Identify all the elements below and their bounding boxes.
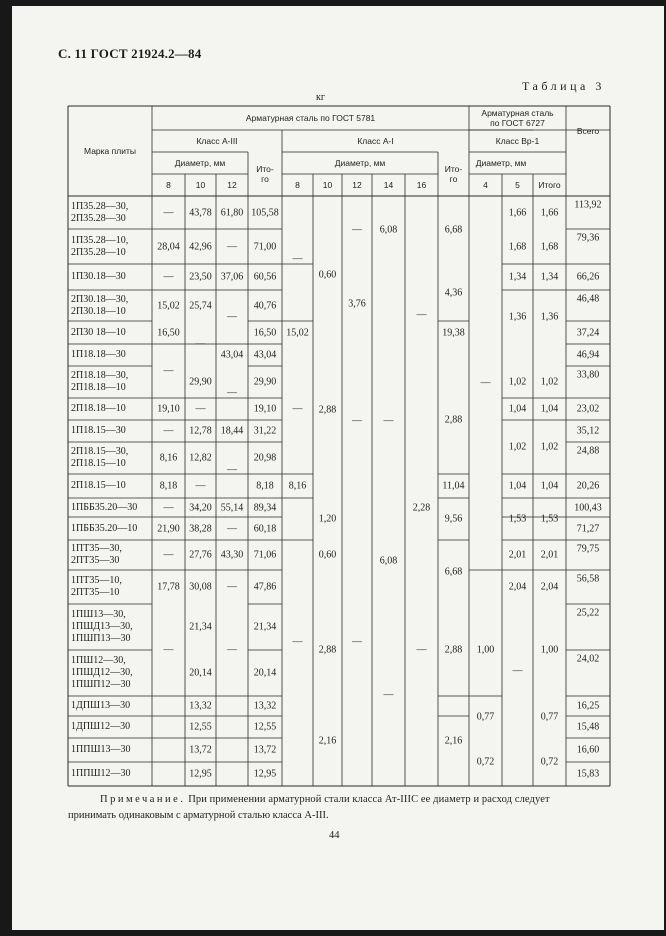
column-header-diameter-value: 8 [295,180,300,190]
column-header-subtotal-bp1: Итого [538,180,561,190]
column-header-diameter-value: 5 [515,180,520,190]
table-cell: 43,04 [220,349,244,361]
table-cell: 1,04 [508,403,527,415]
table-span-cell: 0,77 [540,711,559,723]
table-cell: 37,24 [576,327,600,338]
table-cell: 1,66 [540,207,559,218]
table-cell: 42,96 [189,241,212,252]
table-cell: 61,80 [220,207,244,218]
table-cell: 16,50 [253,327,277,338]
column-header-diameter-value: 16 [416,180,427,190]
table-cell: 37,06 [220,271,244,283]
table-cell: 29,90 [253,376,277,388]
table-cell: 25,22 [576,607,600,619]
column-header-diameter-a1: Диаметр, мм [334,158,386,168]
table-row-mark: 1ДПШ12—30 [71,721,131,732]
table-cell: 16,60 [576,744,600,756]
table-span-cell: — [292,403,303,415]
table-span-cell: 1,20 [318,513,337,525]
table-cell: 13,72 [189,744,212,756]
table-row-mark: 2П18.18—30, 2П18.18—10 [71,370,129,393]
table-cell: 16,25 [576,700,600,712]
table-cell: 24,02 [576,653,600,665]
table-cell: — [163,271,174,283]
table-span-cell: 2,16 [318,735,337,747]
table-cell: 34,20 [189,502,212,513]
table-span-cell: 4,36 [444,287,463,298]
table-cell: — [195,480,206,492]
table-cell: 1,34 [508,271,527,283]
table-cell: 21,34 [189,621,212,633]
table-cell: 55,14 [220,502,244,513]
table-cell: 15,02 [157,300,180,311]
table-cell: 12,95 [189,768,212,780]
column-header-diameter-bp1: Диаметр, мм [475,158,527,168]
table-span-cell: 1,53 [540,513,559,525]
table-span-cell: 1,02 [540,441,559,453]
table-row-mark: 1ППШ12—30 [71,768,131,779]
table-cell: 21,34 [253,621,277,633]
table-row-mark: 2П18.18—10 [71,403,126,414]
table-cell: 66,26 [576,271,600,283]
table-span-cell: — [512,665,523,677]
table-cell: 12,82 [189,452,212,464]
table-span-cell: — [480,377,491,389]
table-cell: — [227,523,237,534]
table-span-cell: 3,76 [348,298,366,310]
table-span-cell: 2,88 [318,644,337,656]
column-header-diameter-a3: Диаметр, мм [174,158,226,168]
column-header-diameter-value: 8 [166,180,171,190]
table-span-cell: 6,08 [379,224,398,236]
table-cell: 60,56 [253,271,277,283]
table-row-mark: 1П35.28—10, 2П35.28—10 [71,234,129,258]
table-span-cell: — [383,415,394,427]
column-header-total: Всего [576,126,600,136]
table-span-cell: 0,72 [540,756,559,768]
table-cell: 60,18 [253,523,277,534]
table-span-cell: 6,68 [444,566,463,578]
note-lead: Примечание. [100,794,186,805]
table-span-cell: 1,53 [508,513,527,525]
table-cell: 20,98 [253,452,277,464]
table-span-cell: — [227,644,237,656]
table-span-cell: — [227,387,237,399]
table-span-cell: 1,02 [508,441,527,453]
column-header-mark: Марка плиты [84,146,136,156]
table-span-cell: — [227,464,237,476]
table-row-mark: 1ПББ35.20—10 [71,522,138,534]
table-cell: — [163,207,174,218]
table-row-mark: 1П30.18—30 [71,271,126,282]
table-cell: 27,76 [189,549,212,561]
table-cell: 24,88 [576,445,600,457]
table-row-mark: 1ПШ12—30, 1ПШД12—30, 1ПШП12—30 [71,655,133,690]
table-cell: 35,12 [576,425,600,437]
table-span-cell: — [416,644,427,656]
table-span-cell: 0,60 [318,549,337,561]
column-header-diameter-value: 12 [352,180,362,190]
table-cell: 71,27 [576,523,600,534]
table-cell: 31,22 [253,425,277,437]
table-cell: 1,04 [508,480,527,492]
column-header-class-a1: Класс А-I [357,136,394,146]
page-number: 44 [329,830,340,841]
table-cell: 38,28 [189,523,212,534]
table-cell: 20,26 [576,480,600,492]
table-cell: 71,06 [253,549,277,561]
table-span-cell: 2,88 [318,404,337,415]
column-header-subtotal-a3: Ито- го [256,164,274,184]
table-cell: 12,55 [253,721,277,733]
table-span-cell: 9,56 [444,513,463,525]
table-cell: 43,04 [253,349,277,361]
column-header-subtotal-a1: Ито- го [444,164,463,184]
table-row-mark: 1ПШ13—30, 1ПШД13—30, 1ПШП13—30 [71,609,133,644]
table-row-mark: 1П35.28—30, 2П35.28—30 [71,200,129,224]
table-span-cell: — [352,224,362,236]
table-span-cell: 2,28 [412,502,431,513]
table-span-cell: 0,72 [476,756,495,768]
table-span-cell: 1,36 [540,311,559,323]
table-cell: — [163,502,174,513]
table-cell: 1,34 [540,271,559,283]
table-cell: 13,32 [189,700,212,712]
table-span-cell: 0,77 [476,711,495,723]
table-cell: 15,48 [576,721,600,733]
table-cell: 21,90 [157,523,180,534]
table-cell: 71,00 [253,241,277,252]
table-row-mark: 1П18.15—30 [71,425,126,436]
table-cell: 29,90 [189,376,212,388]
table-span-cell: 2,16 [444,735,463,747]
table-cell: 20,14 [253,667,277,679]
note-line-1: При применении арматурной стали класса Ат-IIIС ее диаметр и расход следует [185,794,550,805]
table-span-cell: 1,00 [540,644,559,656]
table-cell: 1,04 [540,403,559,415]
table-cell: 33,80 [576,369,600,381]
table-cell: 12,95 [253,768,277,780]
table-row-mark: 2П18.15—10 [71,480,126,491]
table-row-mark: 2П30.18—30, 2П30.18—10 [71,293,129,317]
column-header-gost-6727: Арматурная сталь по ГОСТ 6727 [481,108,554,128]
table-cell: 13,72 [253,744,277,756]
table-span-cell: 1,36 [508,311,527,323]
table-row-mark: 1П18.18—30 [71,349,126,360]
table-cell: 23,50 [189,271,212,283]
table-cell: 40,76 [253,300,277,311]
table-cell: 15,83 [576,768,600,780]
table-cell: — [227,241,237,252]
table-cell: 43,30 [220,549,244,561]
table-cell: 2,01 [508,549,527,561]
table-row-mark: 2П30 18—10 [71,326,126,338]
table-cell: 43,78 [189,207,212,218]
table-cell: 28,04 [157,241,180,252]
table-cell: 19,10 [253,403,277,415]
table-span-cell: 6,08 [379,555,398,566]
column-header-gost-5781: Арматурная сталь по ГОСТ 5781 [245,113,376,123]
table-cell: 18,44 [220,425,244,437]
table-span-cell: — [227,311,237,323]
table-cell: 1,02 [540,376,559,388]
table-cell: 30,08 [189,581,212,593]
table-cell: 89,34 [253,502,277,513]
table-span-cell: — [292,636,303,648]
column-header-class-a3: Класс А-III [196,136,238,146]
table-cell: 2,04 [540,581,559,593]
table-cell: 8,18 [256,480,274,492]
table-cell: — [163,425,174,437]
table-cell: 1,66 [508,207,527,218]
table-label: Таблица 3 [522,79,605,93]
column-header-diameter-value: 4 [483,180,488,190]
table-note [100,794,550,805]
table-cell: 79,36 [576,232,600,244]
table-cell: 8,18 [159,480,178,492]
table-cell: 46,48 [576,293,600,305]
table-span-cell: — [383,689,394,701]
table-span-cell: — [227,581,237,593]
table-span-cell: — [163,365,174,377]
table-cell: 79,75 [576,543,600,555]
table-cell: 47,86 [253,581,277,593]
table-span-cell: 6,68 [444,224,463,236]
table-cell: 11,04 [442,480,465,492]
column-header-diameter-value: 14 [383,180,394,190]
table-span-cell: — [195,338,206,349]
table-span-cell: — [352,415,362,427]
table-cell: 1,68 [508,241,527,252]
table-span-cell: — [292,253,303,264]
table-cell: 8,16 [159,452,178,464]
table-row-mark: 1ДПШ13—30 [71,700,131,711]
table-cell: 105,58 [251,207,279,218]
column-header-diameter-value: 12 [227,180,237,190]
table-note-line-2: принимать одинаковым с арматурной сталью класса А-III. [68,810,329,821]
table-cell: 8,16 [288,480,307,492]
table-span-cell: — [163,644,174,656]
table-row-mark: 1ПТ35—10, 2ПТ35—10 [71,575,122,598]
table-cell: 19,10 [157,403,180,415]
table-cell: 1,04 [540,480,559,492]
table-span-cell: 2,88 [444,414,463,426]
table-cell: 56,58 [576,573,600,585]
table-cell: 16,50 [157,327,180,338]
table-cell: 100,43 [574,502,602,513]
table-cell: 25,74 [189,300,212,311]
column-header-diameter-value: 10 [195,180,206,190]
table-cell: — [163,549,174,561]
page-header: С. 11 ГОСТ 21924.2—84 [58,46,202,61]
table-span-cell: 2,88 [444,644,463,656]
unit-label: кг [316,92,325,103]
table-cell: 15,02 [286,327,309,338]
table-cell: 2,01 [540,549,559,561]
table-cell: 1,68 [540,241,559,252]
table-cell: — [195,403,206,415]
table-cell: 20,14 [189,667,212,679]
table-span-cell: 0,60 [318,269,337,281]
column-header-diameter-value: 10 [322,180,333,190]
table-row-mark: 1ППШ13—30 [71,744,131,755]
table-cell: 12,78 [189,425,212,437]
table-cell: 2,04 [508,581,527,593]
table-row-mark: 1ПББ35.20—30 [71,501,138,513]
table-span-cell: 1,00 [476,644,495,656]
table-cell: 46,94 [576,349,600,361]
column-header-class-bp1: Класс Вр-1 [495,136,540,146]
table-span-cell: — [352,636,362,648]
table-cell: 23,02 [576,403,600,415]
table-cell: 19,38 [442,327,465,338]
table-cell: 113,92 [574,199,602,211]
table-cell: 12,55 [189,721,212,733]
table-span-cell: — [416,309,427,321]
table-cell: 13,32 [253,700,277,712]
table-cell: 1,02 [508,376,527,388]
table-cell: 17,78 [157,581,180,593]
table-row-mark: 1ПТ35—30, 2ПТ35—30 [71,543,122,566]
table-row-mark: 2П18.15—30, 2П18.15—10 [71,446,129,469]
